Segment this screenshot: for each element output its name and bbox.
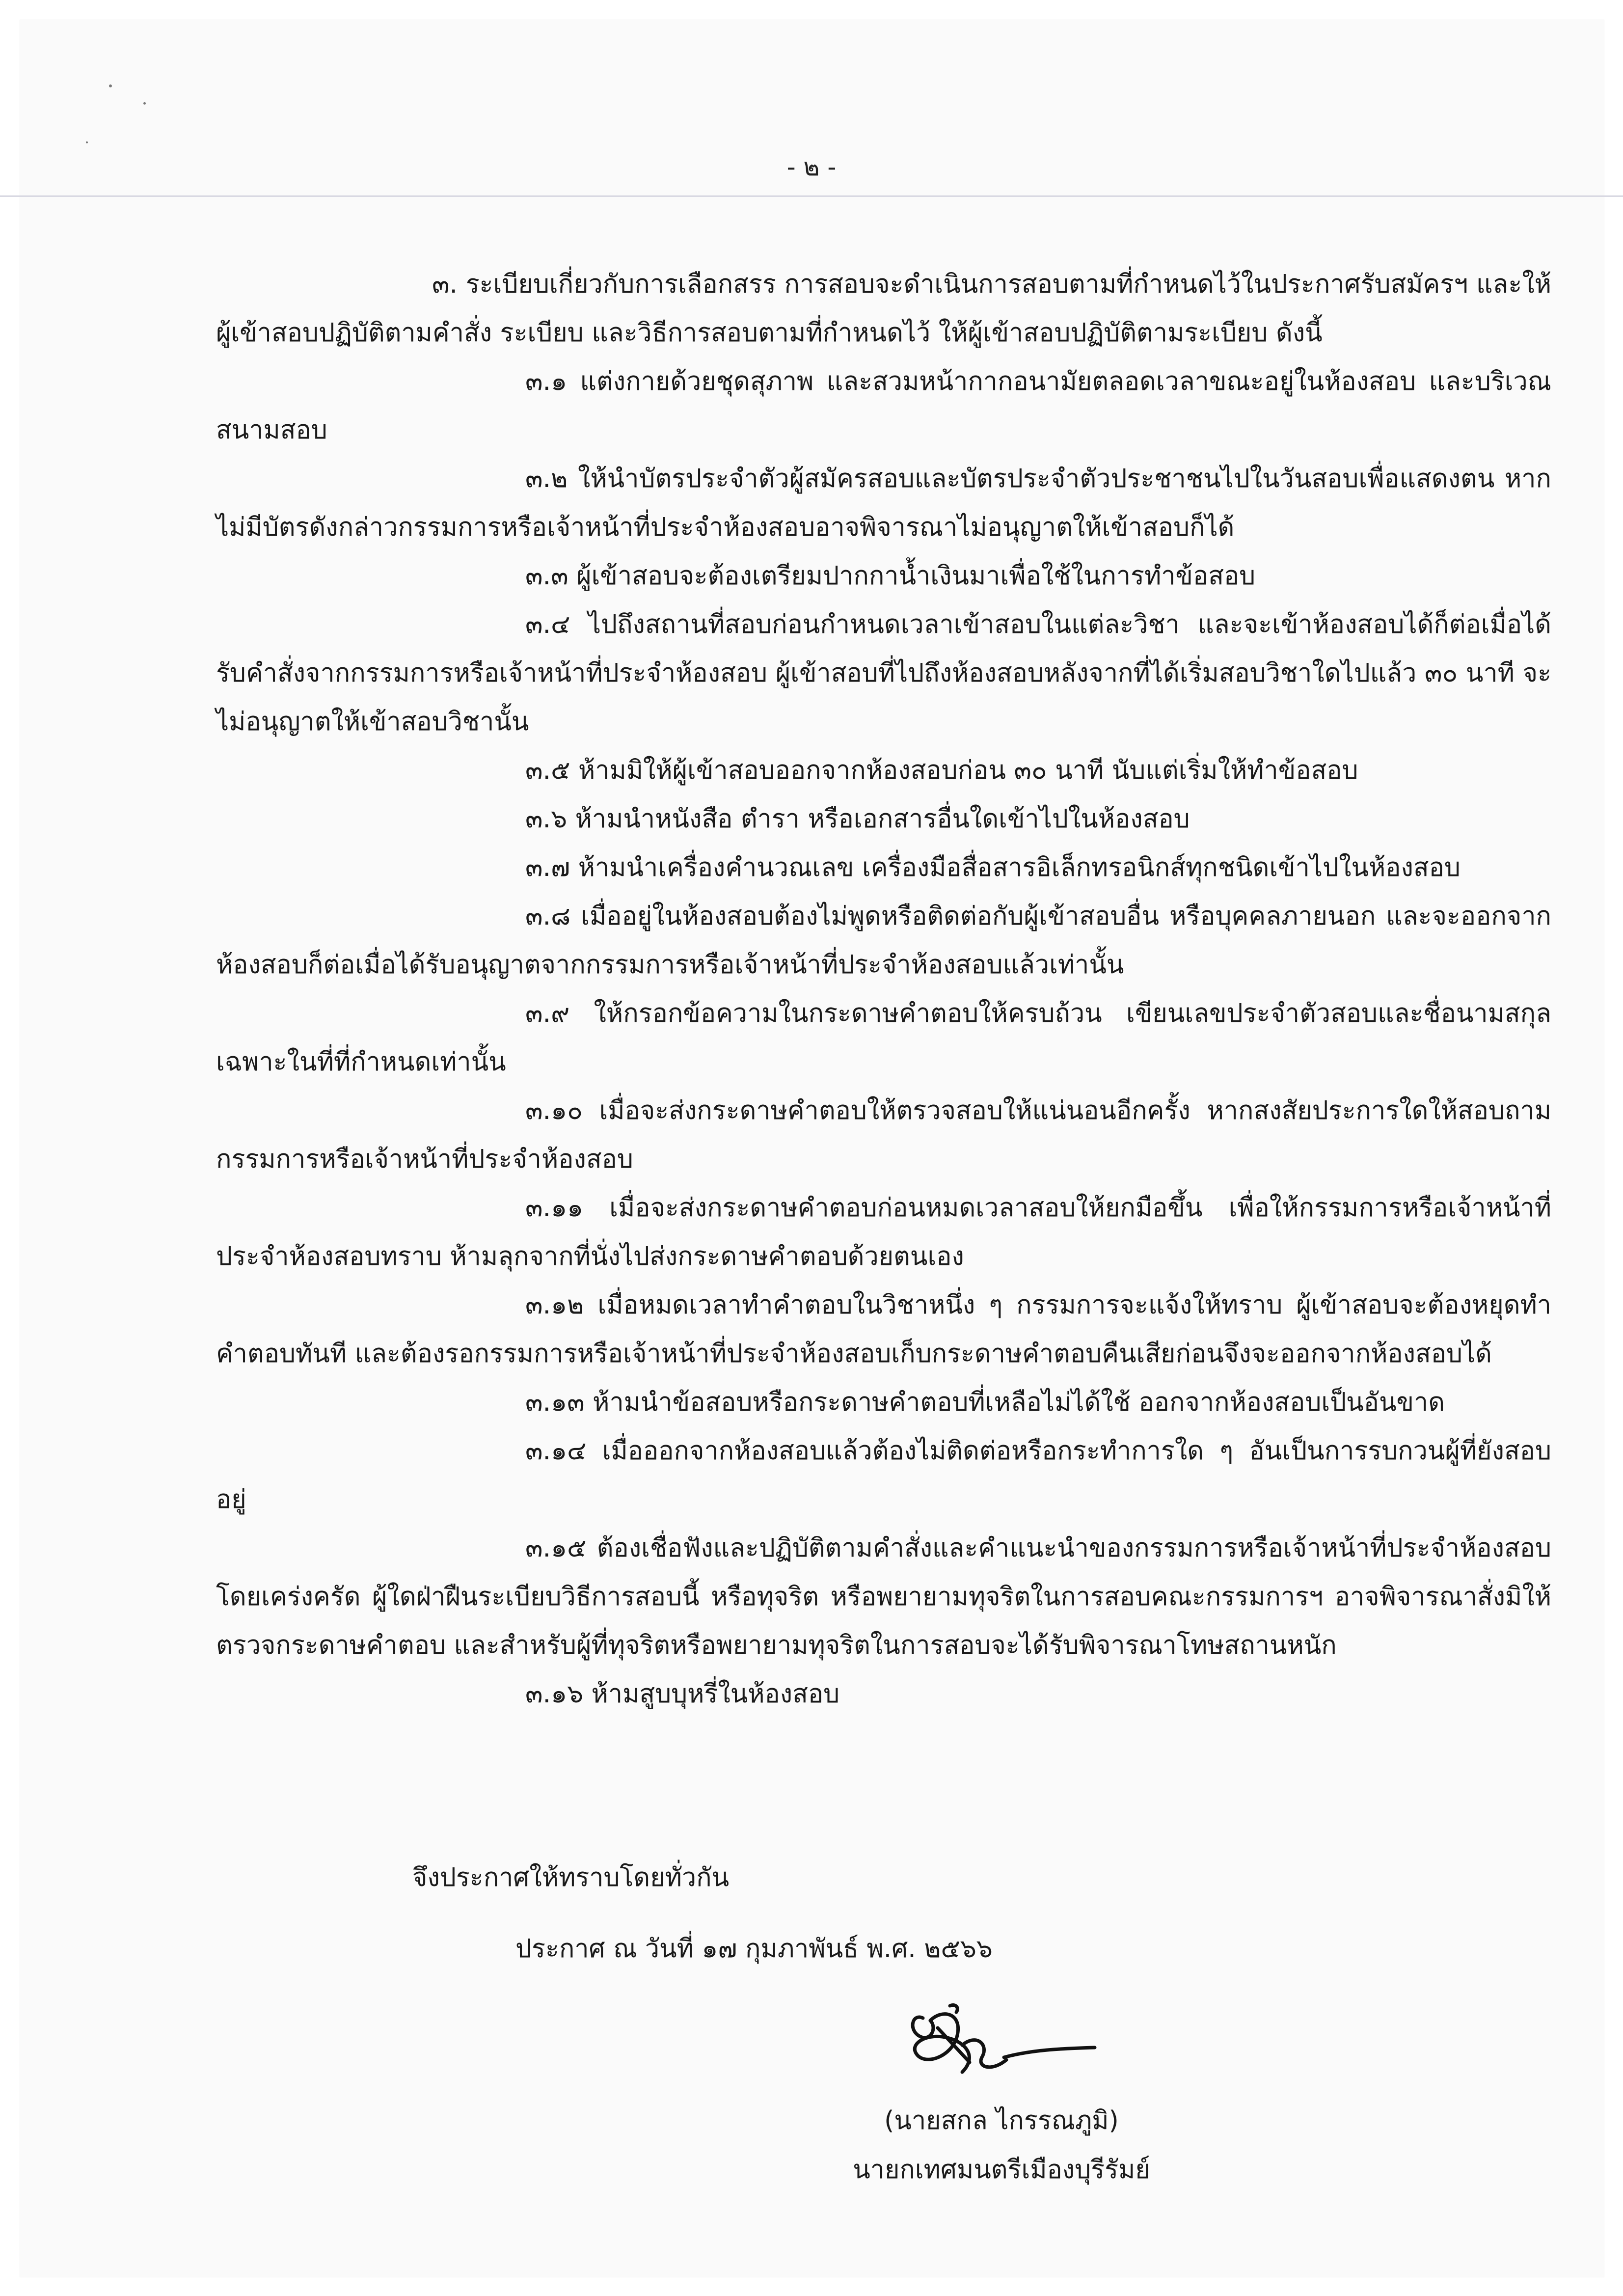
signer-title: นายกเทศมนตรีเมืองบุรีรัมย์ [853,2155,1150,2185]
rule-3-3: ๓.๓ ผู้เข้าสอบจะต้องเตรียมปากกาน้ำเงินมาเพื่อใช้ในการทำข้อสอบ [525,561,1256,591]
page-number: - ๒ - [786,153,837,181]
rule-3-12: ๓.๑๒ เมื่อหมดเวลาทำคำตอบในวิชาหนึ่ง ๆ กรรมการจะแจ้งให้ทราบ ผู้เข้าสอบจะต้องหยุดทำคำตอบทันที และต้องรอกรรมการหรือเจ้าหน้าที่ประจำห้องสอบเก็บกระดาษคำตอบคืนเสียก่อนจึงจะออกจากห้องสอบได้ [216,1290,1551,1368]
signer-name: (นายสกล ไกรรณภูมิ) [884,2106,1119,2135]
rule-3-1: ๓.๑ แต่งกายด้วยชุดสุภาพ และสวมหน้ากากอนามัยตลอดเวลาขณะอยู่ในห้องสอบ และบริเวณสนามสอบ [216,367,1551,445]
closing-statement: จึงประกาศให้ทราบโดยทั่วกัน [412,1863,730,1892]
rule-3-4: ๓.๔ ไปถึงสถานที่สอบก่อนกำหนดเวลาเข้าสอบในแต่ละวิชา และจะเข้าห้องสอบได้ก็ต่อเมื่อได้รับคำสั่งจากกรรมการหรือเจ้าหน้าที่ประจำห้องสอบ ผู้เข้าสอบที่ไปถึงห้องสอบหลังจากที่ได้เริ่มสอบวิชาใดไปแล้ว ๓๐ นาที จะไม่อนุญาตให้เข้าสอบวิชานั้น [216,610,1551,737]
handwritten-signature [903,1998,1100,2087]
rule-3-6: ๓.๖ ห้ามนำหนังสือ ตำรา หรือเอกสารอื่นใดเข้าไปในห้องสอบ [525,804,1190,834]
scan-speck [86,141,88,143]
announcement-date: ประกาศ ณ วันที่ ๑๗ กุมภาพันธ์ พ.ศ. ๒๕๖๖ [515,1934,993,1964]
scan-fold-line [0,195,1623,197]
rule-3-9: ๓.๙ ให้กรอกข้อความในกระดาษคำตอบให้ครบถ้วน เขียนเลขประจำตัวสอบและชื่อนามสกุล เฉพาะในที่ที่กำหนดเท่านั้น [216,999,1551,1077]
rule-3-16: ๓.๑๖ ห้ามสูบบุหรี่ในห้องสอบ [525,1679,840,1709]
rule-3-15: ๓.๑๕ ต้องเชื่อฟังและปฏิบัติตามคำสั่งและคำแนะนำของกรรมการหรือเจ้าหน้าที่ประจำห้องสอบโดยเคร่งครัด ผู้ใดฝ่าฝืนระเบียบวิธีการสอบนี้ หรือทุจริต หรือพยายามทุจริตในการสอบคณะกรรมการฯ อาจพิจารณาสั่งมิให้ตรวจกระดาษคำตอบ และสำหรับผู้ที่ทุจริตหรือพยายามทุจริตในการสอบจะได้รับพิจารณาโทษสถานหนัก [216,1533,1551,1660]
rule-3-5: ๓.๕ ห้ามมิให้ผู้เข้าสอบออกจากห้องสอบก่อน ๓๐ นาที นับแต่เริ่มให้ทำข้อสอบ [525,756,1358,785]
rule-3-14: ๓.๑๔ เมื่อออกจากห้องสอบแล้วต้องไม่ติดต่อหรือกระทำการใด ๆ อันเป็นการรบกวนผู้ที่ยังสอบอยู่ [216,1436,1551,1514]
rule-3-10: ๓.๑๐ เมื่อจะส่งกระดาษคำตอบให้ตรวจสอบให้แน่นอนอีกครั้ง หากสงสัยประการใดให้สอบถามกรรมการหรือเจ้าหน้าที่ประจำห้องสอบ [216,1096,1551,1174]
rule-3-8: ๓.๘ เมื่ออยู่ในห้องสอบต้องไม่พูดหรือติดต่อกับผู้เข้าสอบอื่น หรือบุคคลภายนอก และจะออกจากห้องสอบก็ต่อเมื่อได้รับอนุญาตจากกรรมการหรือเจ้าหน้าที่ประจำห้องสอบแล้วเท่านั้น [216,902,1551,980]
intro-paragraph: ๓. ระเบียบเกี่ยวกับการเลือกสรร การสอบจะดำเนินการสอบตามที่กำหนดไว้ในประกาศรับสมัครฯ และให้ผู้เข้าสอบปฏิบัติตามคำสั่ง ระเบียบ และวิธีการสอบตามที่กำหนดไว้ ให้ผู้เข้าสอบปฏิบัติตามระเบียบ ดังนี้ [216,270,1551,348]
document-body [216,260,1551,1719]
rule-3-7: ๓.๗ ห้ามนำเครื่องคำนวณเลข เครื่องมือสื่อสารอิเล็กทรอนิกส์ทุกชนิดเข้าไปในห้องสอบ [525,853,1461,882]
rule-3-13: ๓.๑๓ ห้ามนำข้อสอบหรือกระดาษคำตอบที่เหลือไม่ได้ใช้ ออกจากห้องสอบเป็นอันขาด [525,1388,1445,1417]
rule-3-11: ๓.๑๑ เมื่อจะส่งกระดาษคำตอบก่อนหมดเวลาสอบให้ยกมือขึ้น เพื่อให้กรรมการหรือเจ้าหน้าที่ประจำห้องสอบทราบ ห้ามลุกจากที่นั่งไปส่งกระดาษคำตอบด้วยตนเอง [216,1193,1551,1271]
rule-3-2: ๓.๒ ให้นำบัตรประจำตัวผู้สมัครสอบและบัตรประจำตัวประชาชนไปในวันสอบเพื่อแสดงตน หากไม่มีบัตรดังกล่าวกรรมการหรือเจ้าหน้าที่ประจำห้องสอบอาจพิจารณาไม่อนุญาตให้เข้าสอบก็ได้ [216,464,1551,542]
scan-speck [109,84,112,87]
scan-speck [143,102,146,105]
